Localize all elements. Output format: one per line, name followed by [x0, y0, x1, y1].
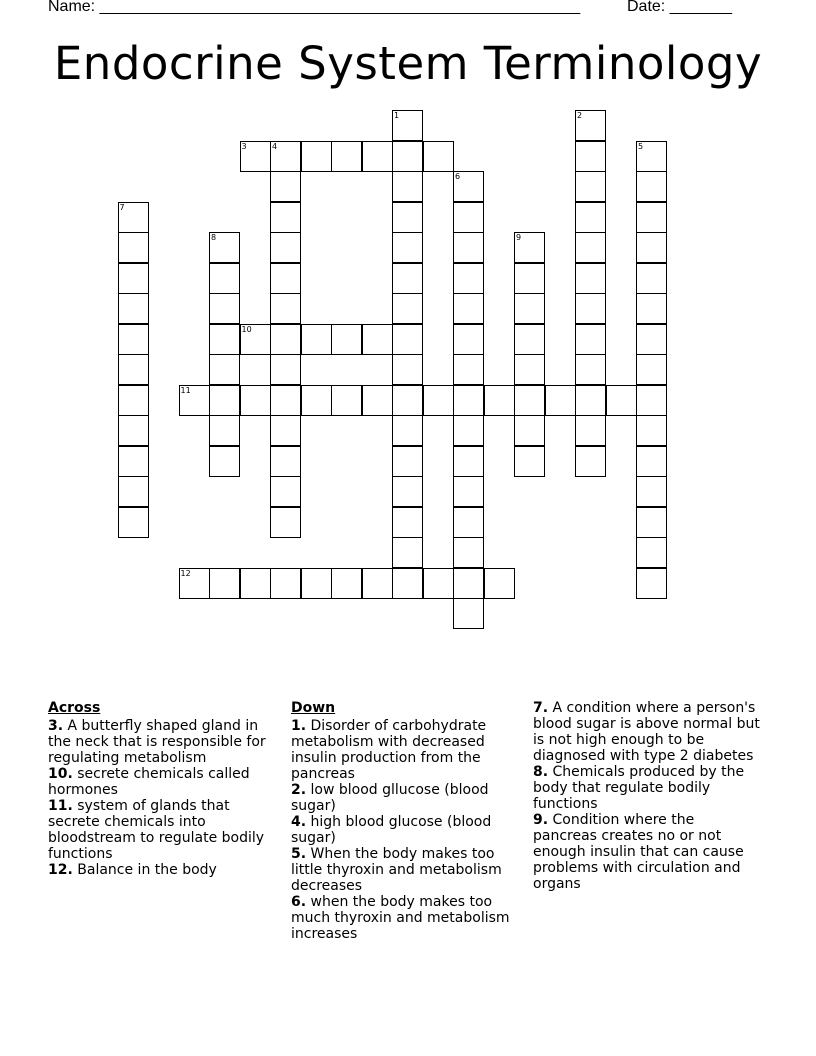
grid-cell[interactable] — [453, 415, 484, 446]
grid-cell[interactable] — [301, 568, 332, 599]
grid-cell[interactable] — [606, 385, 637, 416]
grid-cell[interactable] — [453, 263, 484, 294]
grid-cell[interactable] — [331, 568, 362, 599]
grid-cell[interactable] — [209, 354, 240, 385]
across-heading: Across — [48, 700, 101, 716]
clue-item — [533, 700, 761, 764]
cell-number: 5 — [638, 141, 644, 151]
clue-number: 8. — [533, 764, 549, 780]
grid-cell[interactable] — [362, 324, 393, 355]
grid-cell[interactable] — [331, 141, 362, 172]
grid-cell[interactable] — [209, 293, 240, 324]
grid-cell[interactable] — [270, 568, 301, 599]
grid-cell[interactable] — [118, 232, 149, 263]
grid-cell[interactable] — [209, 446, 240, 477]
grid-cell[interactable] — [118, 507, 149, 538]
grid-cell[interactable] — [392, 202, 423, 233]
grid-cell[interactable] — [636, 415, 667, 446]
grid-cell[interactable] — [270, 354, 301, 385]
grid-cell[interactable] — [270, 476, 301, 507]
clue-text: Disorder of carbohydrate metabolism with decreased insulin production from the pancreas — [291, 718, 487, 782]
clue-number: 5. — [291, 846, 307, 862]
grid-cell[interactable] — [636, 354, 667, 385]
grid-cell[interactable] — [270, 446, 301, 477]
grid-cell[interactable] — [301, 324, 332, 355]
grid-cell[interactable] — [423, 141, 454, 172]
grid-cell[interactable] — [453, 232, 484, 263]
cell-number: 4 — [272, 141, 278, 151]
grid-cell[interactable] — [636, 385, 667, 416]
cell-number: 12 — [180, 568, 191, 578]
grid-cell[interactable] — [392, 263, 423, 294]
grid-cell[interactable] — [514, 354, 545, 385]
clue-item — [291, 782, 523, 814]
grid-cell[interactable] — [118, 385, 149, 416]
grid-cell[interactable] — [392, 507, 423, 538]
clue-text: system of glands that secrete chemicals into bloodstream to regulate bodily functions — [48, 798, 265, 862]
cell-number: 3 — [241, 141, 247, 151]
grid-cell[interactable] — [270, 263, 301, 294]
cell-number: 9 — [516, 233, 522, 242]
grid-cell[interactable] — [575, 110, 606, 141]
grid-cell[interactable] — [240, 324, 271, 355]
grid-cell[interactable] — [270, 293, 301, 324]
grid-cell[interactable] — [575, 293, 606, 324]
grid-cell[interactable] — [636, 232, 667, 263]
grid-cell[interactable] — [209, 568, 240, 599]
grid-cell[interactable] — [484, 568, 515, 599]
grid-cell[interactable] — [423, 385, 454, 416]
grid-cell[interactable] — [514, 263, 545, 294]
down-clue-list — [291, 718, 523, 942]
cell-number: 6 — [455, 172, 461, 181]
grid-cell[interactable] — [270, 507, 301, 538]
grid-cell[interactable] — [636, 263, 667, 294]
clue-item — [48, 798, 280, 862]
grid-cell[interactable] — [301, 141, 332, 172]
grid-cell[interactable] — [423, 568, 454, 599]
clue-number: 3. — [48, 718, 64, 734]
date-field-label[interactable]: Date: _______ — [627, 0, 732, 15]
name-field-label[interactable]: Name: ______________________________________________________ — [48, 0, 581, 15]
clue-item — [291, 894, 523, 942]
clue-text: when the body makes too much thyroxin and metabolism increases — [291, 894, 510, 942]
cell-number: 8 — [211, 233, 217, 242]
clue-item — [291, 846, 523, 894]
grid-cell[interactable] — [118, 354, 149, 385]
grid-cell[interactable] — [331, 385, 362, 416]
grid-cell[interactable] — [392, 568, 423, 599]
grid-cell[interactable] — [453, 568, 484, 599]
grid-cell[interactable] — [453, 476, 484, 507]
grid-cell[interactable] — [392, 476, 423, 507]
clue-item — [291, 814, 523, 846]
clue-item — [533, 812, 761, 892]
grid-cell[interactable] — [453, 171, 484, 202]
grid-cell[interactable] — [575, 446, 606, 477]
grid-cell[interactable] — [575, 141, 606, 172]
grid-cell[interactable] — [636, 568, 667, 599]
grid-cell[interactable] — [392, 537, 423, 568]
grid-cell[interactable] — [636, 171, 667, 202]
grid-cell[interactable] — [209, 385, 240, 416]
clue-text: A butterfly shaped gland in the neck that is responsible for regulating metabolism — [48, 718, 266, 766]
clue-text: When the body makes too little thyroxin and metabolism decreases — [291, 846, 502, 894]
grid-cell[interactable] — [484, 385, 515, 416]
cell-number: 10 — [241, 324, 252, 334]
grid-cell[interactable] — [636, 202, 667, 233]
grid-cell[interactable] — [575, 263, 606, 294]
grid-cell[interactable] — [453, 202, 484, 233]
grid-cell[interactable] — [209, 415, 240, 446]
cell-number: 2 — [577, 111, 583, 120]
grid-cell[interactable] — [240, 141, 271, 172]
cell-number: 11 — [180, 385, 191, 395]
grid-cell[interactable] — [575, 171, 606, 202]
grid-cell[interactable] — [209, 263, 240, 294]
clue-number: 12. — [48, 862, 73, 878]
grid-cell[interactable] — [545, 385, 576, 416]
grid-cell[interactable] — [331, 324, 362, 355]
clue-number: 6. — [291, 894, 307, 910]
grid-cell[interactable] — [575, 232, 606, 263]
clue-text: low blood gllucose (blood sugar) — [291, 782, 489, 814]
grid-cell[interactable] — [453, 385, 484, 416]
grid-cell[interactable] — [118, 446, 149, 477]
grid-cell[interactable] — [270, 415, 301, 446]
clue-text: high blood glucose (blood sugar) — [291, 814, 492, 846]
grid-cell[interactable] — [392, 415, 423, 446]
grid-cell[interactable] — [453, 537, 484, 568]
grid-cell[interactable] — [514, 293, 545, 324]
clue-number: 1. — [291, 718, 307, 734]
across-clues — [48, 700, 280, 878]
clue-item — [48, 862, 280, 878]
grid-cell[interactable] — [118, 324, 149, 355]
grid-cell[interactable] — [392, 446, 423, 477]
grid-cell[interactable] — [118, 476, 149, 507]
grid-cell[interactable] — [270, 202, 301, 233]
grid-cell[interactable] — [392, 110, 423, 141]
grid-cell[interactable] — [392, 141, 423, 172]
grid-cell[interactable] — [453, 354, 484, 385]
grid-cell[interactable] — [118, 263, 149, 294]
grid-cell[interactable] — [636, 507, 667, 538]
grid-cell[interactable] — [453, 598, 484, 629]
grid-cell[interactable] — [118, 293, 149, 324]
clue-item — [291, 718, 523, 782]
grid-cell[interactable] — [575, 385, 606, 416]
grid-cell[interactable] — [453, 293, 484, 324]
cell-number: 7 — [119, 202, 125, 212]
grid-cell[interactable] — [362, 568, 393, 599]
grid-cell[interactable] — [636, 537, 667, 568]
grid-cell[interactable] — [453, 446, 484, 477]
grid-cell[interactable] — [392, 171, 423, 202]
grid-cell[interactable] — [209, 324, 240, 355]
grid-cell[interactable] — [179, 385, 210, 416]
clue-number: 4. — [291, 814, 307, 830]
clue-text: A condition where a person's blood sugar is above normal but is not high enough to be diagnosed with type 2 diabetes — [533, 700, 760, 764]
grid-cell[interactable] — [392, 293, 423, 324]
down-clues — [291, 700, 523, 942]
clue-number: 10. — [48, 766, 73, 782]
grid-cell[interactable] — [514, 415, 545, 446]
grid-cell[interactable] — [636, 446, 667, 477]
across-clue-list — [48, 718, 280, 878]
grid-cell[interactable] — [240, 385, 271, 416]
grid-cell[interactable] — [575, 324, 606, 355]
cell-number: 1 — [394, 111, 400, 120]
grid-cell[interactable] — [118, 415, 149, 446]
down-clue-list-continued — [533, 700, 761, 892]
clue-item — [533, 764, 761, 812]
grid-cell[interactable] — [636, 476, 667, 507]
grid-cell[interactable] — [301, 385, 332, 416]
clue-text: Condition where the pancreas creates no or not enough insulin that can cause problems with circulation and organs — [533, 812, 744, 892]
clue-number: 11. — [48, 798, 73, 814]
grid-cell[interactable] — [392, 324, 423, 355]
clue-number: 7. — [533, 700, 549, 716]
clue-text: Balance in the body — [72, 862, 217, 878]
grid-cell[interactable] — [636, 141, 667, 172]
page-title: Endocrine System Terminology — [53, 37, 763, 90]
grid-cell[interactable] — [392, 354, 423, 385]
grid-cell[interactable] — [636, 324, 667, 355]
down-clues-continued — [533, 700, 761, 892]
grid-cell[interactable] — [209, 232, 240, 263]
grid-cell[interactable] — [514, 324, 545, 355]
grid-cell[interactable] — [575, 415, 606, 446]
grid-cell[interactable] — [514, 232, 545, 263]
grid-cell[interactable] — [575, 354, 606, 385]
grid-cell[interactable] — [392, 232, 423, 263]
grid-cell[interactable] — [362, 385, 393, 416]
clue-item — [48, 766, 280, 798]
grid-cell[interactable] — [514, 446, 545, 477]
grid-cell[interactable] — [392, 385, 423, 416]
grid-cell[interactable] — [514, 385, 545, 416]
grid-cell[interactable] — [453, 507, 484, 538]
grid-cell[interactable] — [240, 568, 271, 599]
grid-cell[interactable] — [453, 324, 484, 355]
down-heading: Down — [291, 700, 336, 716]
grid-cell[interactable] — [179, 568, 210, 599]
grid-cell[interactable] — [118, 202, 149, 233]
clue-item — [48, 718, 280, 766]
grid-cell[interactable] — [270, 171, 301, 202]
clue-text: Chemicals produced by the body that regulate bodily functions — [533, 764, 745, 812]
grid-cell[interactable] — [362, 141, 393, 172]
grid-cell[interactable] — [270, 324, 301, 355]
grid-cell[interactable] — [270, 385, 301, 416]
grid-cell[interactable] — [270, 141, 301, 172]
grid-cell[interactable] — [575, 202, 606, 233]
grid-cell[interactable] — [636, 293, 667, 324]
clue-number: 9. — [533, 812, 549, 828]
clue-number: 2. — [291, 782, 307, 798]
grid-cell[interactable] — [270, 232, 301, 263]
clue-text: secrete chemicals called hormones — [48, 766, 250, 798]
